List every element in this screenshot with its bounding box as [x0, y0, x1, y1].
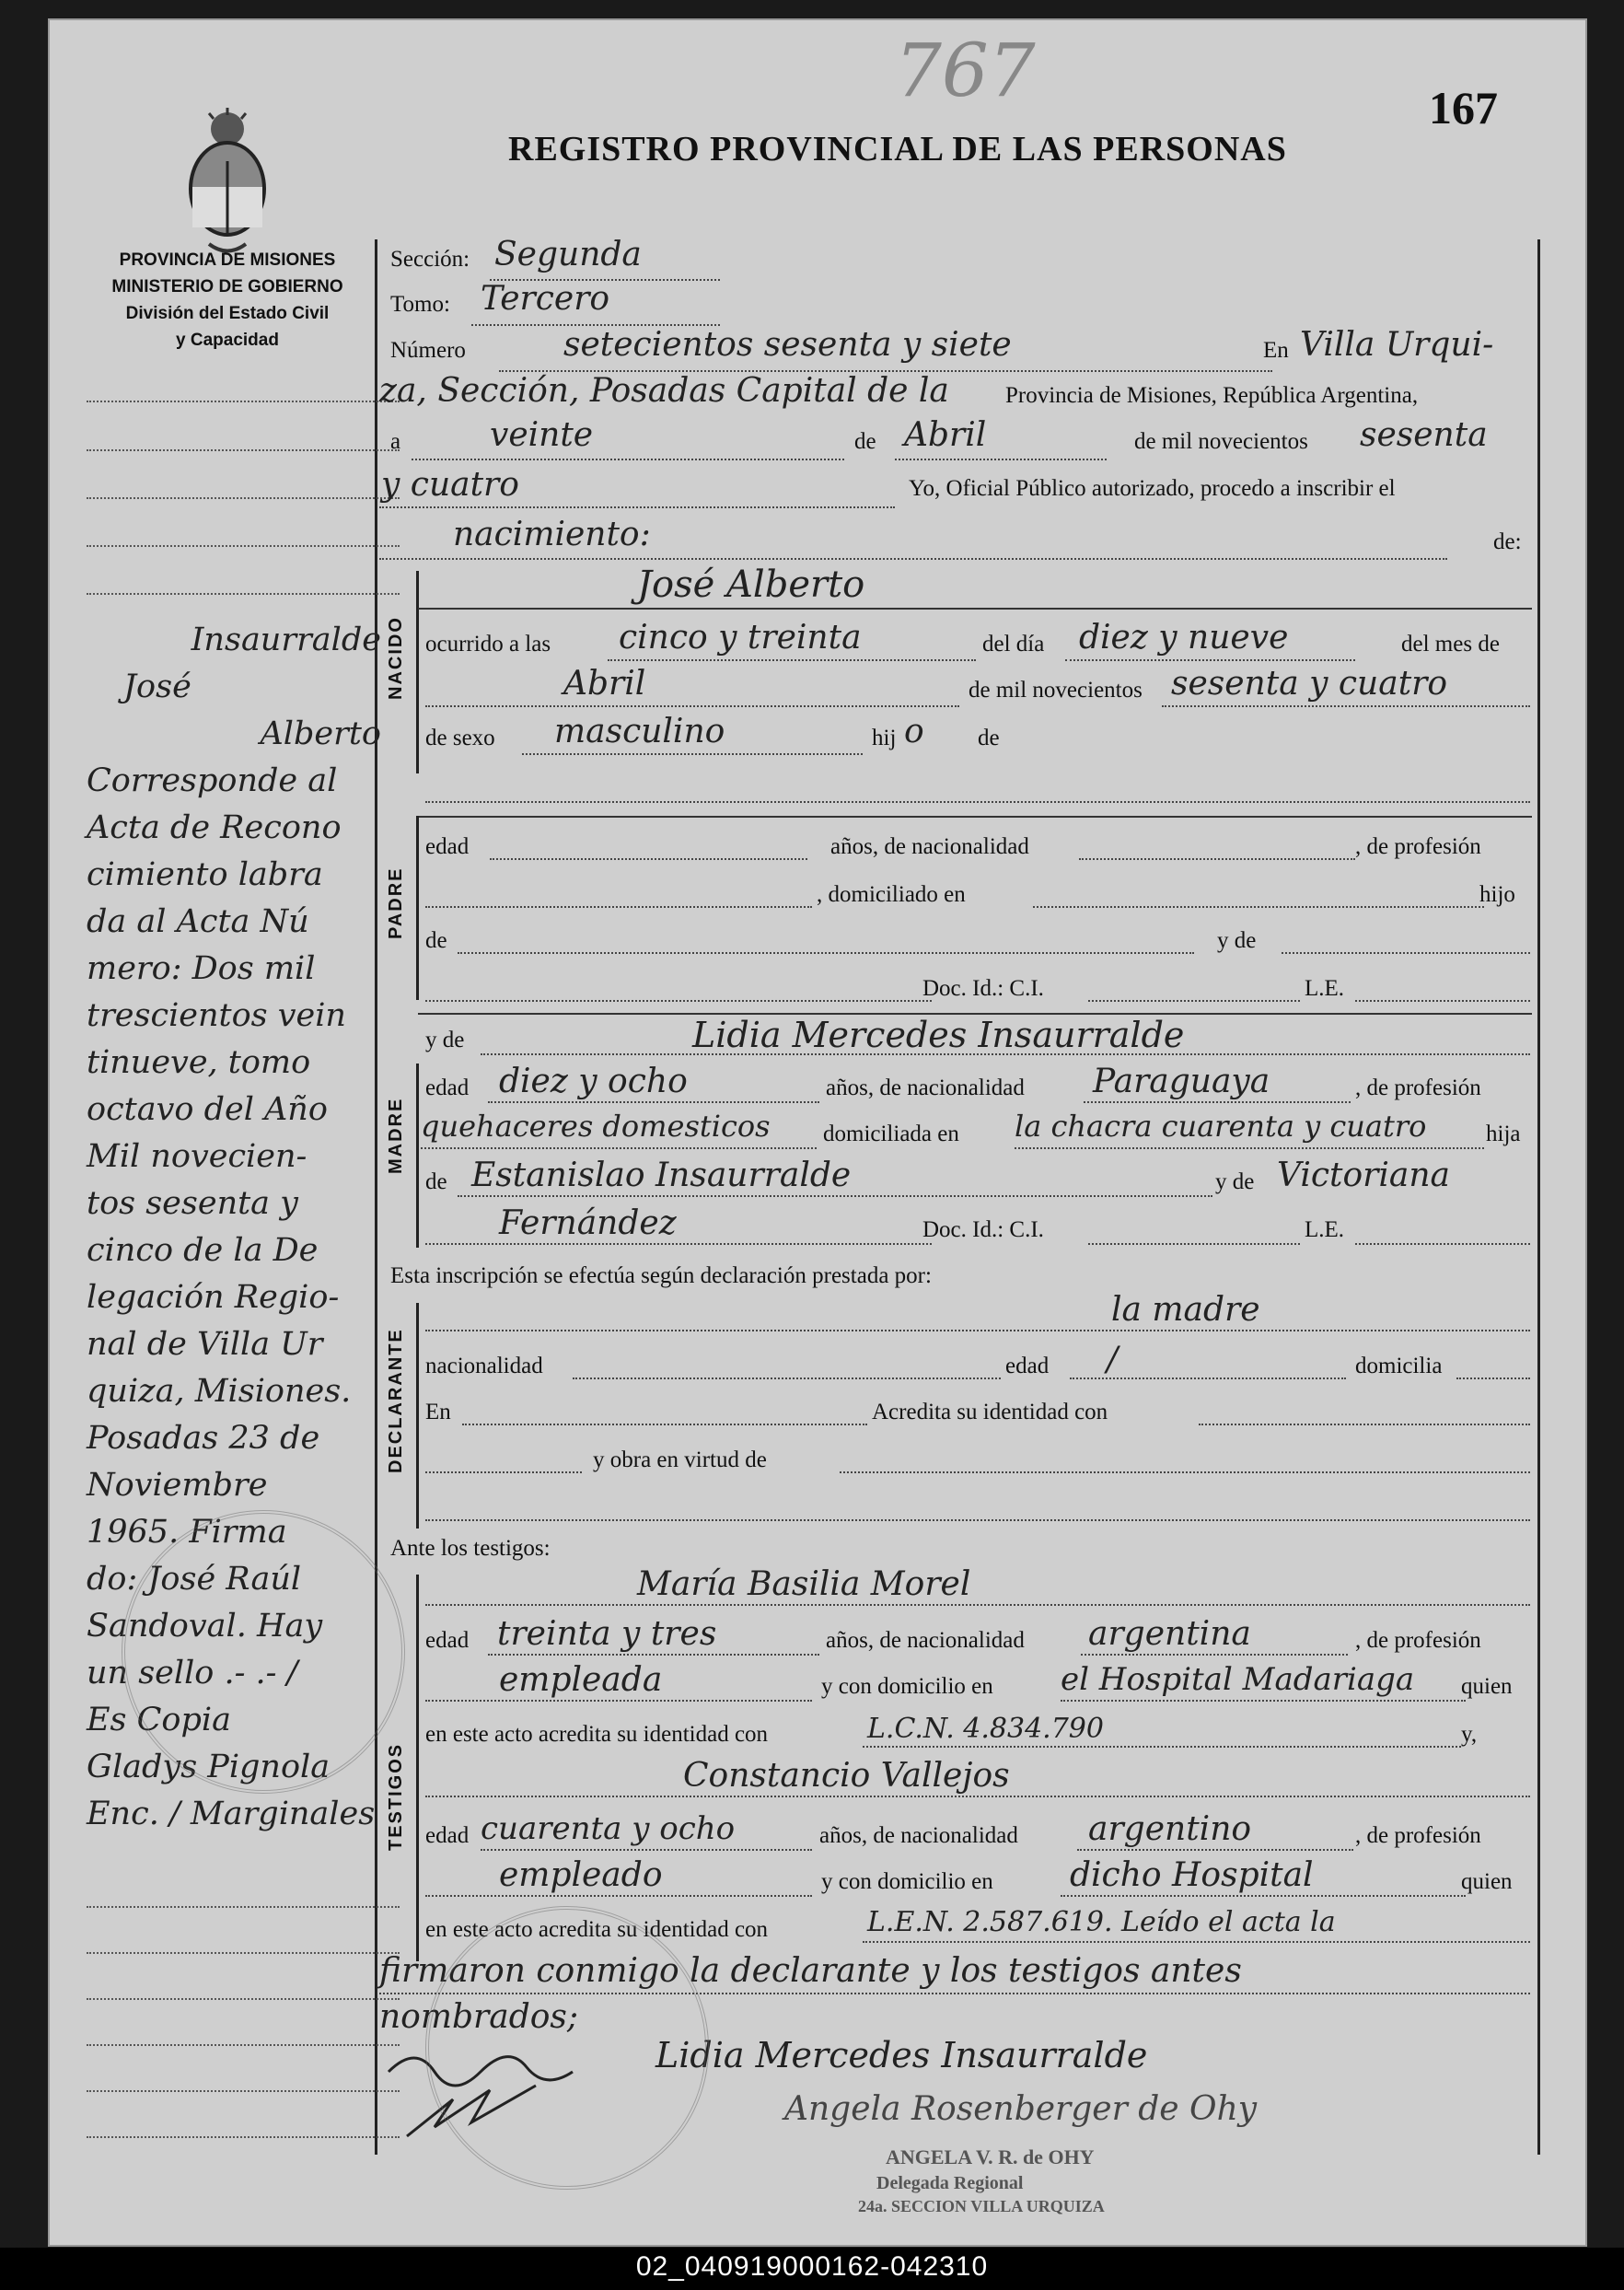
madre-edad-value: diez y ocho: [499, 1063, 688, 1100]
madre-yde2-label: y de: [1215, 1169, 1255, 1194]
testigo1-nombre-value: María Basilia Morel: [637, 1565, 971, 1603]
t1-acredita-label: en este acto acredita su identidad con: [425, 1722, 769, 1747]
dotted-line: [425, 1330, 1530, 1331]
madre-nac-label: años, de nacionalidad: [826, 1075, 1025, 1100]
dia-value: veinte: [490, 416, 594, 454]
t2-prof-label: , de profesión: [1355, 1823, 1481, 1848]
declarante-value: la madre: [1111, 1291, 1260, 1329]
margin-line-text: Gladys Pignola: [87, 1749, 331, 1785]
margin-line: [87, 2090, 400, 2092]
t1-nac-value: argentina: [1088, 1615, 1251, 1653]
sello-nombre: ANGELA V. R. de OHY: [886, 2145, 1095, 2168]
en-label: En: [1263, 338, 1289, 363]
madre-madre2-value: Fernández: [499, 1204, 677, 1242]
de-label-2: de: [978, 726, 1000, 750]
margin-line-text: octavo del Año: [87, 1091, 328, 1128]
dotted-line: [1199, 1424, 1530, 1425]
numero-value: setecientos sesenta y siete: [563, 326, 1012, 364]
dotted-line: [425, 1243, 932, 1245]
dotted-line: [490, 858, 807, 860]
ante-testigos-label: Ante los testigos:: [390, 1536, 551, 1561]
right-border: [1537, 239, 1540, 2155]
madre-prof-value: quehaceres domesticos: [421, 1109, 771, 1144]
file-id: 02_040919000162-042310: [635, 2251, 989, 2282]
margin-line-text: do: José Raúl: [87, 1561, 302, 1598]
de-sexo-label: de sexo: [425, 726, 495, 750]
margin-line-text: Acta de Recono: [87, 809, 342, 846]
dotted-line: [1084, 1101, 1351, 1103]
testigos-label: TESTIGOS: [386, 1742, 406, 1851]
margin-line: [87, 2136, 400, 2138]
margin-firstname: José: [123, 668, 191, 705]
madre-padre-value: Estanislao Insaurralde: [471, 1157, 852, 1194]
cierre2-text: nombrados;: [379, 1998, 579, 2036]
handwritten-number: 767: [895, 28, 1036, 113]
dotted-line: [412, 459, 844, 460]
testigo2-nombre-value: Constancio Vallejos: [683, 1757, 1010, 1795]
margin-line: [87, 545, 400, 547]
margin-line-text: cinco de la De: [87, 1232, 319, 1269]
sello-cargo: Delegada Regional: [876, 2173, 1024, 2193]
dotted-line: [522, 753, 863, 755]
hij-suffix: o: [904, 713, 924, 750]
padre-hijo-label: hijo: [1479, 882, 1515, 907]
dotted-line: [481, 1053, 1530, 1055]
margin-line: [87, 497, 400, 499]
tomo-value: Tercero: [481, 280, 610, 318]
decl-domicilia-label: domicilia: [1355, 1354, 1443, 1378]
t2-acredita-label: en este acto acredita su identidad con: [425, 1917, 769, 1942]
t2-prof-value: empleado: [499, 1856, 663, 1894]
decl-en-label: En: [425, 1400, 451, 1424]
cierre1-text: firmaron conmigo la declarante y los testigos antes: [379, 1952, 1242, 1990]
margin-line-text: Sandoval. Hay: [87, 1608, 323, 1645]
dotted-line: [1081, 1654, 1348, 1656]
madre-yde-label: y de: [425, 1028, 465, 1052]
dotted-line: [1456, 1377, 1530, 1379]
dotted-line: [1282, 952, 1530, 954]
firma-madre: Lidia Mercedes Insaurralde: [655, 2035, 1148, 2075]
madre-dom-value: la chacra cuarenta y cuatro: [1015, 1109, 1427, 1144]
section-border: [416, 1303, 419, 1529]
dotted-line: [1077, 1849, 1353, 1851]
t2-edad-label: edad: [425, 1823, 470, 1848]
dotted-line: [863, 1941, 1530, 1943]
dotted-line: [425, 1471, 582, 1473]
lugar2-value: za, Sección, Posadas Capital de la: [379, 372, 949, 410]
del-dia-label: del día: [982, 632, 1045, 657]
dotted-line: [379, 506, 895, 508]
anio2-value: y cuatro: [381, 466, 519, 504]
coat-of-arms-icon: [181, 106, 273, 262]
margin-line-text: legación Regio-: [87, 1279, 340, 1316]
dotted-line: [1088, 1000, 1300, 1002]
margin-line-text: quiza, Misiones.: [87, 1373, 352, 1410]
hij-label: hij: [872, 726, 897, 750]
lugar1-value: Villa Urqui-: [1300, 326, 1494, 364]
registry-stamp: [122, 1510, 405, 1794]
madre-doc-label: Doc. Id.: C.I.: [922, 1217, 1044, 1242]
name-rule: [418, 608, 1532, 610]
declarante-label: DECLARANTE: [386, 1328, 406, 1473]
margin-line: [87, 1952, 400, 1954]
margin-line-text: 1965. Firma: [87, 1514, 287, 1551]
margin-line-text: nal de Villa Ur: [87, 1326, 323, 1363]
dotted-line: [1162, 705, 1530, 707]
t1-prof-label: , de profesión: [1355, 1628, 1481, 1653]
page-title: REGISTRO PROVINCIAL DE LAS PERSONAS: [508, 130, 1287, 169]
dotted-line: [863, 1746, 1461, 1748]
dotted-line: [1061, 1895, 1466, 1897]
margin-line: [87, 1906, 400, 1908]
t1-edad-value: treinta y tres: [497, 1615, 717, 1653]
margin-line: [87, 449, 400, 451]
margin-line-text: Corresponde al: [87, 762, 338, 799]
sello-lugar: 24a. SECCION VILLA URQUIZA: [858, 2197, 1105, 2215]
t1-edad-label: edad: [425, 1628, 470, 1653]
section-border: [416, 1575, 419, 1961]
dotted-line: [425, 906, 812, 908]
madre-hija-label: hija: [1486, 1122, 1521, 1146]
numero-label: Número: [390, 338, 466, 363]
decl-edad-label: edad: [1005, 1354, 1050, 1378]
madre-nac-value: Paraguaya: [1093, 1063, 1270, 1100]
dotted-line: [425, 801, 1530, 803]
org-capacity: y Capacidad: [176, 331, 279, 350]
margin-line-text: Es Copia: [87, 1702, 231, 1738]
madre-prof-label: , de profesión: [1355, 1075, 1481, 1100]
seccion-value: Segunda: [494, 236, 642, 273]
margin-line-text: trescientos vein: [87, 997, 346, 1034]
decl-edad-value: /: [1107, 1341, 1119, 1378]
dotted-line: [840, 1471, 1530, 1473]
dotted-line: [425, 705, 959, 707]
dotted-line: [425, 1519, 1530, 1521]
t2-edad-value: cuarenta y ocho: [481, 1810, 736, 1847]
padre-yde-label: y de: [1217, 928, 1257, 953]
t1-dom-label: y con domicilio en: [821, 1674, 993, 1699]
padre-prof-label: , de profesión: [1355, 834, 1481, 859]
padre-de-label: de: [425, 928, 447, 953]
anio1-value: sesenta: [1360, 416, 1488, 454]
padre-edad-label: edad: [425, 834, 470, 859]
org-province: PROVINCIA DE MISIONES: [119, 250, 336, 270]
dia-nac-value: diez y nueve: [1079, 619, 1289, 657]
margin-surname: Insaurralde: [191, 622, 381, 658]
dotted-line: [488, 1654, 819, 1656]
ocurrido-label: ocurrido a las: [425, 632, 551, 657]
document-page: [48, 18, 1587, 2247]
decl-obra-label: y obra en virtud de: [593, 1447, 767, 1472]
dotted-line: [458, 952, 1194, 954]
decl-nac-label: nacionalidad: [425, 1354, 543, 1378]
inscribir-value: nacimiento:: [453, 516, 651, 553]
dotted-line: [1015, 1147, 1484, 1149]
margin-line: [87, 2044, 400, 2046]
nombre-value: José Alberto: [637, 564, 865, 606]
padre-label: PADRE: [386, 866, 406, 939]
dotted-line: [425, 1000, 932, 1002]
dotted-line: [1033, 906, 1484, 908]
dotted-line: [379, 558, 1447, 560]
madre-label: MADRE: [386, 1097, 406, 1174]
a-label: a: [390, 429, 401, 454]
t2-dom-label: y con domicilio en: [821, 1869, 993, 1894]
margin-line-text: tinueve, tomo: [87, 1044, 311, 1081]
registry-stamp: [425, 1906, 709, 2190]
padre-dom-label: , domiciliado en: [817, 882, 966, 907]
org-ministry: MINISTERIO DE GOBIERNO: [111, 277, 343, 296]
sexo-value: masculino: [554, 713, 725, 750]
inscripcion-label: Esta inscripción se efectúa según declaración prestada por:: [390, 1263, 932, 1288]
dotted-line: [458, 1195, 1212, 1197]
mes-nac-value: Abril: [563, 665, 646, 703]
t2-nac-value: argentino: [1088, 1810, 1252, 1848]
madre-nombre-value: Lidia Mercedes Insaurralde: [692, 1015, 1185, 1055]
margin-line-text: Mil novecien-: [87, 1138, 307, 1175]
margin-line-text: Enc. / Marginales: [87, 1796, 376, 1832]
org-division: División del Estado Civil: [125, 304, 330, 323]
t1-nac-label: años, de nacionalidad: [826, 1628, 1025, 1653]
page-number: 167: [1429, 82, 1498, 134]
org-block: [103, 247, 352, 354]
madre-dom-label: domiciliada en: [823, 1122, 959, 1146]
padre-nac-label: años, de nacionalidad: [830, 834, 1029, 859]
section-rule: [418, 816, 1532, 818]
dotted-line: [1355, 1243, 1530, 1245]
t2-dom-value: dicho Hospital: [1070, 1856, 1314, 1894]
margin-line-text: tos sesenta y: [87, 1185, 298, 1222]
madre-edad-label: edad: [425, 1075, 470, 1100]
dotted-line: [1070, 1377, 1346, 1379]
dotted-line: [895, 459, 1107, 460]
firma-oficial: Angela Rosenberger de Ohy: [784, 2090, 1258, 2128]
dotted-line: [1061, 1700, 1466, 1702]
dotted-line: [425, 1700, 812, 1702]
dotted-line: [573, 1377, 1001, 1379]
footer-bar: [0, 2248, 1624, 2290]
dotted-line: [1065, 659, 1355, 661]
t1-quien-label: quien: [1461, 1674, 1513, 1699]
t1-y-label: y,: [1461, 1722, 1478, 1747]
dotted-line: [1355, 1000, 1530, 1002]
t2-nac-label: años, de nacionalidad: [819, 1823, 1018, 1848]
yo-oficial-label: Yo, Oficial Público autorizado, procedo a inscribir el: [909, 476, 1396, 501]
dotted-line: [1088, 1243, 1300, 1245]
de-mil2-label: de mil novecientos: [969, 678, 1143, 703]
margin-line: [87, 401, 400, 402]
de-colon-label: de:: [1493, 529, 1522, 554]
seccion-label: Sección:: [390, 247, 470, 272]
t1-doc-value: L.C.N. 4.834.790: [867, 1713, 1104, 1745]
del-mes-label: del mes de: [1401, 632, 1500, 657]
t1-dom-value: el Hospital Madariaga: [1061, 1661, 1415, 1698]
anio-nac-value: sesenta y cuatro: [1171, 665, 1448, 703]
padre-le-label: L.E.: [1305, 976, 1345, 1001]
t2-quien-label: quien: [1461, 1869, 1513, 1894]
mes-value: Abril: [904, 416, 987, 454]
t2-doc-value: L.E.N. 2.587.619. Leído el acta la: [867, 1906, 1336, 1938]
section-border: [416, 1064, 419, 1248]
decl-acredita-label: Acredita su identidad con: [872, 1400, 1108, 1424]
margin-line-text: da al Acta Nú: [87, 903, 309, 940]
provincia-label: Provincia de Misiones, República Argentina,: [1005, 383, 1419, 408]
de-label: de: [854, 429, 876, 454]
madre-le-label: L.E.: [1305, 1217, 1345, 1242]
padre-doc-label: Doc. Id.: C.I.: [922, 976, 1044, 1001]
section-border: [416, 571, 419, 773]
nacido-label: NACIDO: [386, 616, 406, 700]
madre-de-label: de: [425, 1169, 447, 1194]
de-mil-label: de mil novecientos: [1134, 429, 1308, 454]
hora-value: cinco y treinta: [619, 619, 862, 657]
dotted-line: [481, 1849, 812, 1851]
dotted-line: [608, 659, 976, 661]
tomo-label: Tomo:: [390, 292, 450, 317]
dotted-line: [425, 1895, 812, 1897]
margin-line-text: Posadas 23 de: [87, 1420, 320, 1457]
margin-line: [87, 1998, 400, 2000]
dotted-line: [425, 1604, 1530, 1606]
dotted-line: [421, 1147, 817, 1149]
t1-prof-value: empleada: [499, 1661, 663, 1699]
margin-line-text: un sello .- .- /: [87, 1655, 298, 1691]
margin-line-text: mero: Dos mil: [87, 950, 316, 987]
dotted-line: [425, 1796, 1530, 1797]
margin-line-text: cimiento labra: [87, 856, 323, 893]
margin-line-text: Noviembre: [87, 1467, 268, 1504]
dotted-line: [1079, 858, 1355, 860]
dotted-line: [462, 1424, 867, 1425]
dotted-line: [488, 1101, 819, 1103]
section-border: [416, 816, 419, 1000]
madre-madre1-value: Victoriana: [1277, 1157, 1451, 1194]
margin-secondname: Alberto: [260, 715, 381, 752]
margin-line: [87, 593, 400, 595]
